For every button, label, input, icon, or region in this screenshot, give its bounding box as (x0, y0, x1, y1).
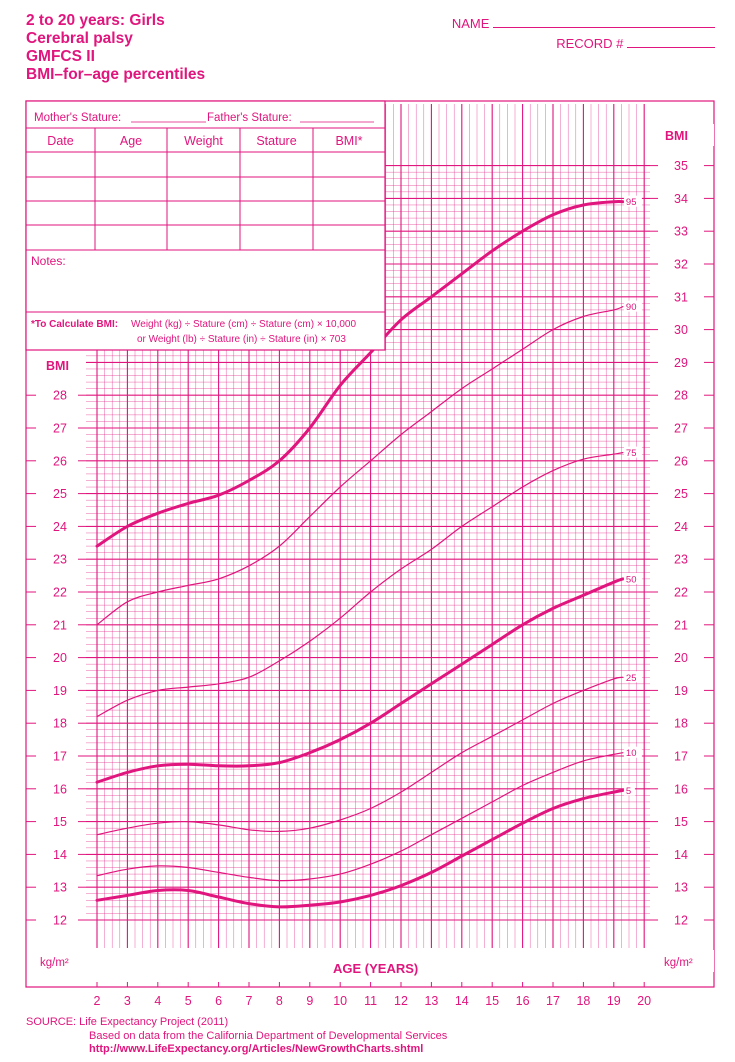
left-tick-label-19: 19 (53, 683, 67, 698)
right-tick-label-28: 28 (674, 388, 688, 403)
x-tick-label-19: 19 (606, 994, 621, 1008)
x-axis-title: AGE (YEARS) (333, 961, 419, 976)
percentile-label-10: 10 (625, 748, 637, 760)
right-tick-label-20: 20 (674, 651, 688, 666)
right-tick-label-14: 14 (674, 847, 688, 862)
left-tick-label-14: 14 (53, 847, 67, 862)
left-tick-label-12: 12 (53, 913, 67, 928)
right-tick-label-21: 21 (674, 618, 688, 633)
column-header-date: Date (47, 134, 74, 148)
header-classification: GMFCS II (26, 48, 95, 65)
percentile-label-90: 90 (625, 302, 637, 314)
right-tick-label-29: 29 (674, 355, 688, 370)
column-header-weight: Weight (184, 134, 223, 148)
right-tick-label-19: 19 (674, 683, 688, 698)
left-tick-label-16: 16 (53, 782, 67, 797)
x-tick-label-4: 4 (154, 994, 162, 1008)
header-chart-name: BMI–for–age percentiles (26, 66, 206, 83)
source-url[interactable]: http://www.LifeExpectancy.org/Articles/NewGrowthCharts.shtml (89, 1043, 424, 1055)
right-tick-label-26: 26 (674, 454, 688, 469)
percentile-curve-90 (97, 307, 623, 625)
x-tick-label-2: 2 (93, 994, 101, 1008)
right-tick-label-16: 16 (674, 782, 688, 797)
x-tick-label-18: 18 (576, 994, 591, 1008)
x-tick-label-12: 12 (394, 994, 408, 1008)
record-table (26, 101, 385, 350)
percentile-label-75: 75 (625, 448, 637, 460)
x-tick-label-11: 11 (364, 994, 378, 1008)
percentile-label-25: 25 (625, 672, 637, 684)
right-tick-label-13: 13 (674, 880, 688, 895)
x-tick-label-3: 3 (123, 994, 131, 1008)
bmi-calc-metric: Weight (kg) ÷ Stature (cm) ÷ Stature (cm) × 10,000 (131, 319, 357, 330)
left-tick-label-28: 28 (53, 388, 67, 403)
x-tick-label-7: 7 (245, 994, 253, 1008)
record-label: RECORD # (556, 36, 624, 51)
right-axis-title: BMI (665, 129, 688, 143)
left-tick-label-24: 24 (53, 519, 67, 534)
right-tick-label-17: 17 (674, 749, 688, 764)
header-title: 2 to 20 years: Girls (26, 12, 165, 29)
source-basis: Based on data from the California Department of Developmental Services (89, 1029, 448, 1042)
x-tick-label-13: 13 (424, 994, 439, 1008)
x-ticks (94, 982, 652, 1008)
left-y-ticks (26, 389, 86, 928)
percentile-labels (624, 196, 642, 797)
right-tick-label-24: 24 (674, 519, 688, 534)
x-tick-label-14: 14 (454, 994, 469, 1008)
header-condition: Cerebral palsy (26, 30, 133, 47)
left-tick-label-17: 17 (53, 749, 67, 764)
right-tick-label-27: 27 (674, 421, 688, 436)
right-y-ticks (650, 159, 714, 927)
left-tick-label-21: 21 (53, 618, 67, 633)
fathers-stature-label: Father's Stature: (207, 112, 292, 124)
source-line: SOURCE: Life Expectancy Project (2011) (26, 1016, 229, 1028)
percentile-curve-50 (97, 579, 623, 782)
right-tick-label-22: 22 (674, 585, 688, 600)
left-tick-label-26: 26 (53, 454, 67, 469)
left-unit-label: kg/m² (40, 957, 69, 969)
column-header-stature: Stature (256, 134, 297, 148)
left-tick-label-18: 18 (53, 716, 67, 731)
percentile-label-95: 95 (625, 197, 637, 209)
left-tick-label-23: 23 (53, 552, 67, 567)
percentile-label-50: 50 (625, 574, 637, 586)
x-tick-label-10: 10 (333, 994, 348, 1008)
left-tick-label-13: 13 (53, 880, 67, 895)
x-tick-label-17: 17 (546, 994, 560, 1008)
right-tick-label-23: 23 (674, 552, 688, 567)
left-tick-label-25: 25 (53, 487, 67, 502)
left-tick-label-22: 22 (53, 585, 67, 600)
right-tick-label-30: 30 (674, 323, 688, 338)
left-tick-label-20: 20 (53, 651, 67, 666)
right-tick-label-15: 15 (674, 815, 688, 830)
left-axis-title: BMI (46, 359, 69, 373)
bmi-calc-title: *To Calculate BMI: (31, 319, 119, 330)
right-tick-label-32: 32 (674, 257, 688, 272)
percentile-curve-5 (97, 790, 623, 907)
source-note (26, 1016, 447, 1057)
right-unit-label: kg/m² (664, 957, 693, 969)
right-tick-label-31: 31 (674, 290, 688, 305)
x-tick-label-16: 16 (515, 994, 530, 1008)
mothers-stature-label: Mother's Stature: (34, 112, 122, 124)
percentile-curve-75 (97, 453, 623, 717)
percentile-label-5: 5 (625, 785, 632, 797)
name-label: NAME (451, 16, 490, 31)
x-tick-label-9: 9 (306, 994, 314, 1008)
bmi-calc-imperial: or Weight (lb) ÷ Stature (in) ÷ Stature (in) × 703 (137, 334, 346, 345)
percentile-curve-10 (97, 753, 623, 881)
column-header-bmi: BMI* (335, 134, 363, 148)
x-tick-label-6: 6 (215, 994, 223, 1008)
x-tick-label-20: 20 (637, 994, 652, 1008)
right-tick-label-18: 18 (674, 716, 688, 731)
left-tick-label-15: 15 (53, 815, 67, 830)
x-tick-label-5: 5 (184, 994, 192, 1008)
right-tick-label-34: 34 (674, 191, 688, 206)
right-tick-label-12: 12 (674, 913, 688, 928)
x-tick-label-15: 15 (485, 994, 500, 1008)
right-tick-label-33: 33 (674, 224, 688, 239)
x-tick-label-8: 8 (275, 994, 283, 1008)
right-tick-label-35: 35 (674, 159, 688, 174)
left-tick-label-27: 27 (53, 421, 67, 436)
right-tick-label-25: 25 (674, 487, 688, 502)
column-header-age: Age (119, 134, 143, 148)
notes-label: Notes: (31, 254, 66, 268)
